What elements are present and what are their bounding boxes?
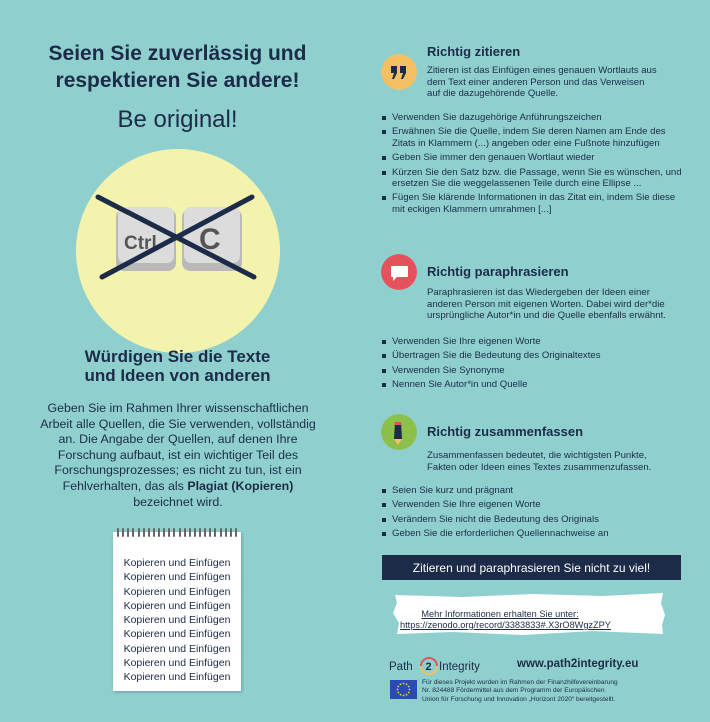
- intro-line: anderen Person mit eigenen Worten. Dabei wird der*die: [427, 298, 665, 310]
- notepad-lines: [113, 556, 241, 685]
- eu-line: Für dieses Projekt wurden im Rahmen der Finanzhilfevereinbarung: [422, 679, 618, 686]
- summarize-section-title: Richtig zusammenfassen: [427, 424, 584, 439]
- summarize-bullets: [381, 485, 686, 543]
- yellow-circle: [76, 149, 280, 353]
- body-paragraph: [28, 401, 328, 510]
- list-item: Verwenden Sie dazugehörige Anführungszeichen: [381, 112, 686, 123]
- body-line: bezeichnet wird.: [133, 494, 223, 509]
- c-key-label: C: [199, 223, 221, 256]
- intro-line: ursprüngliche Autor*in und die Quelle ebenfalls erwähnt.: [427, 310, 666, 322]
- list-item: Fügen Sie klärende Informationen in das Zitat ein, indem Sie diese mit eckigen Klammern umrahmen [...]: [381, 192, 686, 215]
- body-line: [28, 479, 328, 495]
- warning-banner: Zitieren und paraphrasieren Sie nicht zu viel!: [382, 555, 681, 580]
- notepad-line: Kopieren und Einfügen: [123, 571, 231, 584]
- logo-text-left: Path: [389, 661, 413, 673]
- list-item: Verwenden Sie Synonyme: [381, 365, 686, 376]
- body-line-text: Fehlverhalten, das als: [62, 478, 188, 493]
- list-item: Erwähnen Sie die Quelle, indem Sie deren Namen am Ende des Zitats in Klammern (...) angeben oder eine Fußnote hinzufügen: [381, 126, 686, 149]
- notepad: [113, 532, 241, 691]
- quote-marks-icon: [381, 54, 417, 90]
- section-title-line-1: Würdigen Sie die Texte: [84, 347, 271, 366]
- path2integrity-logo: [389, 655, 499, 677]
- notepad-spiral: [117, 528, 237, 538]
- logo-text-right: Integrity: [439, 661, 480, 673]
- paraphrase-section-title: Richtig paraphrasieren: [427, 264, 569, 279]
- website-link[interactable]: www.path2integrity.eu: [517, 658, 639, 670]
- eu-flag-icon: [390, 680, 417, 699]
- notepad-line: Kopieren und Einfügen: [123, 557, 231, 569]
- eu-line: Nr. 824488 Fördermittel aus dem Programm der Europäischen: [422, 687, 605, 695]
- quote-intro: [427, 65, 697, 100]
- paraphrase-bullets: [381, 336, 686, 394]
- section-title-line-2: und Ideen von anderen: [84, 366, 271, 385]
- body-line: Geben Sie im Rahmen Ihrer wissenschaftlichen: [47, 401, 309, 415]
- headline-line-1: Seien Sie zuverlässig und: [48, 42, 307, 65]
- notepad-line: Kopieren und Einfügen: [123, 628, 231, 641]
- more-info: [400, 609, 611, 631]
- eu-funding-note: [422, 679, 692, 704]
- logo-number: 2: [425, 661, 432, 673]
- ctrl-key: [116, 207, 176, 271]
- body-line: an. Die Angabe der Quellen, auf denen Ihre: [58, 432, 298, 447]
- notepad-line: Kopieren und Einfügen: [123, 671, 231, 684]
- notepad-line: Kopieren und Einfügen: [123, 599, 231, 612]
- crossed-out-copy-keys-icon: [76, 149, 280, 353]
- list-item: Verändern Sie nicht die Bedeutung des Originals: [381, 514, 686, 525]
- body-line: Forschung aufbaut, ist ein wichtiger Teil des: [57, 447, 299, 462]
- intro-line: Paraphrasieren ist das Wiedergeben der Ideen einer: [427, 287, 650, 298]
- eu-line: Union für Forschung und Innovation „Horizont 2020“ bereitgestellt.: [422, 695, 616, 703]
- more-info-label: Mehr Informationen erhalten Sie unter:: [421, 609, 579, 619]
- summarize-intro: [427, 450, 697, 473]
- intro-line: Zusammenfassen bedeutet, die wichtigsten Punkte,: [427, 450, 647, 461]
- intro-line: auf die dazugehörende Quelle.: [427, 88, 559, 100]
- plagiat-term: Plagiat (Kopieren): [187, 478, 294, 493]
- more-info-link[interactable]: https://zenodo.org/record/3383833#.X3rO8WgzZPY: [400, 620, 611, 630]
- notepad-line: Kopieren und Einfügen: [123, 585, 231, 598]
- section-title: [20, 347, 335, 385]
- subhead: Be original!: [117, 106, 238, 133]
- pencil-icon: [381, 414, 417, 450]
- body-line: Forschungsprozesses; es nicht zu tun, ist ein: [54, 463, 302, 478]
- intro-line: Zitieren ist das Einfügen eines genauen Wortlauts aus: [427, 65, 657, 76]
- body-line: Arbeit alle Quellen, die Sie verwenden, vollständig: [40, 416, 316, 431]
- notepad-line: Kopieren und Einfügen: [123, 642, 231, 655]
- list-item: Übertragen Sie die Bedeutung des Originaltextes: [381, 350, 686, 361]
- notepad-line: Kopieren und Einfügen: [123, 657, 231, 670]
- list-item: Kürzen Sie den Satz bzw. die Passage, wenn Sie es wünschen, und ersetzen Sie die weggelassenen Teile durch eine Ellipse ...: [381, 167, 686, 190]
- quote-bullets: [381, 112, 686, 218]
- list-item: Verwenden Sie Ihre eigenen Worte: [381, 499, 686, 510]
- headline-line-2: respektieren Sie andere!: [55, 69, 300, 92]
- list-item: Geben Sie immer den genauen Wortlaut wieder: [381, 152, 686, 163]
- intro-line: Fakten oder Ideen eines Textes zusammenzufassen.: [427, 461, 652, 473]
- paraphrase-intro: [427, 287, 697, 322]
- quote-section-title: Richtig zitieren: [427, 44, 521, 59]
- headline: [10, 40, 345, 94]
- list-item: Geben Sie die erforderlichen Quellennachweise an: [381, 528, 686, 539]
- intro-line: dem Text einer anderen Person und das Verweisen: [427, 76, 645, 88]
- speech-bubble-icon: [381, 254, 417, 290]
- list-item: Verwenden Sie Ihre eigenen Worte: [381, 336, 686, 347]
- notepad-line: Kopieren und Einfügen: [123, 614, 231, 627]
- list-item: Seien Sie kurz und prägnant: [381, 485, 686, 496]
- ctrl-key-label: Ctrl: [124, 233, 157, 254]
- list-item: Nennen Sie Autor*in und Quelle: [381, 379, 686, 390]
